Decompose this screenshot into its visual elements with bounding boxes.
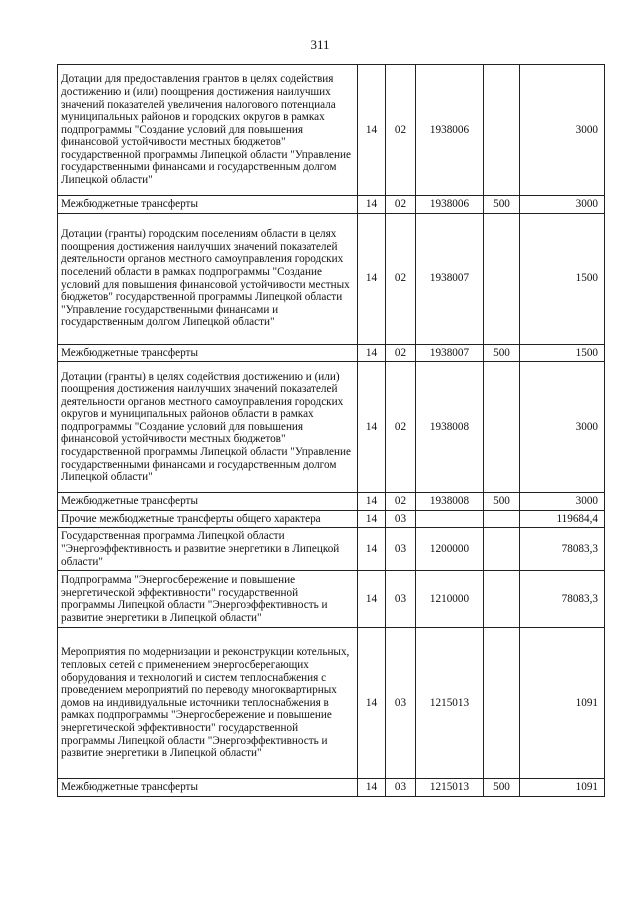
row-subsection-cell: 02 <box>386 65 416 196</box>
row-name-cell: Прочие межбюджетные трансферты общего характера <box>58 510 358 528</box>
row-amount-cell: 78083,3 <box>520 528 605 571</box>
row-amount-cell: 1091 <box>520 628 605 779</box>
row-amount-cell: 78083,3 <box>520 571 605 628</box>
row-expense-type-cell: 500 <box>484 493 520 511</box>
row-name-cell: Подпрограмма "Энергосбережение и повышение энергетической эффективности" государственной программы Липецкой области "Энергоэффективность и развитие энергетики в Липецкой области" <box>58 571 358 628</box>
table-row <box>58 65 605 196</box>
table-row <box>58 196 605 214</box>
table-row <box>58 213 605 344</box>
row-expense-type-cell <box>484 213 520 344</box>
table-row <box>58 510 605 528</box>
row-amount-cell: 1500 <box>520 213 605 344</box>
row-amount-cell: 119684,4 <box>520 510 605 528</box>
row-subsection-cell: 02 <box>386 493 416 511</box>
row-section-cell: 14 <box>358 65 386 196</box>
row-subsection-cell: 02 <box>386 213 416 344</box>
budget-table <box>57 64 605 797</box>
row-section-cell: 14 <box>358 779 386 797</box>
row-target-cell: 1938008 <box>416 493 484 511</box>
row-amount-cell: 1500 <box>520 344 605 362</box>
row-name-cell: Межбюджетные трансферты <box>58 196 358 214</box>
row-target-cell: 1210000 <box>416 571 484 628</box>
row-amount-cell: 1091 <box>520 779 605 797</box>
row-expense-type-cell <box>484 528 520 571</box>
row-target-cell <box>416 510 484 528</box>
row-section-cell: 14 <box>358 493 386 511</box>
row-subsection-cell: 02 <box>386 344 416 362</box>
row-section-cell: 14 <box>358 628 386 779</box>
row-name-cell: Дотации (гранты) в целях содействия достижению и (или) поощрения достижения наилучших значений показателей деятельности органов местного самоуправления городских округов и муниципальных районов области в рамках подпрограммы "Создание условий для повышения финансовой устойчивости местных бюджетов" государственной программы Липецкой области "Управление государственными финансами и государственным долгом Липецкой области" <box>58 362 358 493</box>
row-name-cell: Мероприятия по модернизации и реконструкции котельных, тепловых сетей с применением энергосберегающих оборудования и технологий и систем теплоснабжения с проведением мероприятий по переводу многоквартирных домов на индивидуальные источники теплоснабжения в рамках подпрограммы "Энергосбережение и повышение энергетической эффективности" государственной программы Липецкой области "Энергоэффективность и развитие энергетики в Липецкой области" <box>58 628 358 779</box>
row-section-cell: 14 <box>358 510 386 528</box>
row-expense-type-cell <box>484 65 520 196</box>
row-name-cell: Дотации для предоставления грантов в целях содействия достижению и (или) поощрения достижения наилучших значений показателей увеличения налогового потенциала муниципальных районов и городских округов в рамках подпрограммы "Создание условий для повышения финансовой устойчивости местных бюджетов" государственной программы Липецкой области "Управление государственными финансами и государственным долгом Липецкой области" <box>58 65 358 196</box>
row-subsection-cell: 03 <box>386 779 416 797</box>
table-row <box>58 344 605 362</box>
row-target-cell: 1200000 <box>416 528 484 571</box>
row-target-cell: 1938006 <box>416 196 484 214</box>
row-subsection-cell: 03 <box>386 528 416 571</box>
row-section-cell: 14 <box>358 213 386 344</box>
row-expense-type-cell: 500 <box>484 779 520 797</box>
row-section-cell: 14 <box>358 196 386 214</box>
row-section-cell: 14 <box>358 344 386 362</box>
row-target-cell: 1215013 <box>416 628 484 779</box>
row-expense-type-cell <box>484 510 520 528</box>
row-subsection-cell: 03 <box>386 628 416 779</box>
page-number: 311 <box>310 37 330 52</box>
row-subsection-cell: 03 <box>386 510 416 528</box>
budget-table-body <box>58 65 605 797</box>
row-amount-cell: 3000 <box>520 196 605 214</box>
row-expense-type-cell <box>484 571 520 628</box>
row-section-cell: 14 <box>358 362 386 493</box>
row-target-cell: 1938008 <box>416 362 484 493</box>
row-target-cell: 1938007 <box>416 344 484 362</box>
row-name-cell: Дотации (гранты) городским поселениям области в целях поощрения достижения наилучших значений показателей деятельности органов местного самоуправления городских поселений области в рамках подпрограммы "Создание условий для повышения финансовой устойчивости местных бюджетов" государственной программы Липецкой области "Управление государственными финансами и государственным долгом Липецкой области" <box>58 213 358 344</box>
row-target-cell: 1215013 <box>416 779 484 797</box>
table-row <box>58 779 605 797</box>
row-subsection-cell: 03 <box>386 571 416 628</box>
row-name-cell: Межбюджетные трансферты <box>58 493 358 511</box>
row-target-cell: 1938007 <box>416 213 484 344</box>
row-amount-cell: 3000 <box>520 362 605 493</box>
row-expense-type-cell <box>484 362 520 493</box>
row-name-cell: Межбюджетные трансферты <box>58 344 358 362</box>
row-subsection-cell: 02 <box>386 362 416 493</box>
table-row <box>58 571 605 628</box>
row-expense-type-cell <box>484 628 520 779</box>
row-name-cell: Государственная программа Липецкой области "Энергоэффективность и развитие энергетики в Липецкой области" <box>58 528 358 571</box>
table-row <box>58 362 605 493</box>
table-row <box>58 493 605 511</box>
table-row <box>58 528 605 571</box>
row-section-cell: 14 <box>358 571 386 628</box>
row-amount-cell: 3000 <box>520 493 605 511</box>
row-amount-cell: 3000 <box>520 65 605 196</box>
row-name-cell: Межбюджетные трансферты <box>58 779 358 797</box>
row-subsection-cell: 02 <box>386 196 416 214</box>
row-target-cell: 1938006 <box>416 65 484 196</box>
row-expense-type-cell: 500 <box>484 344 520 362</box>
row-expense-type-cell: 500 <box>484 196 520 214</box>
table-row <box>58 628 605 779</box>
row-section-cell: 14 <box>358 528 386 571</box>
